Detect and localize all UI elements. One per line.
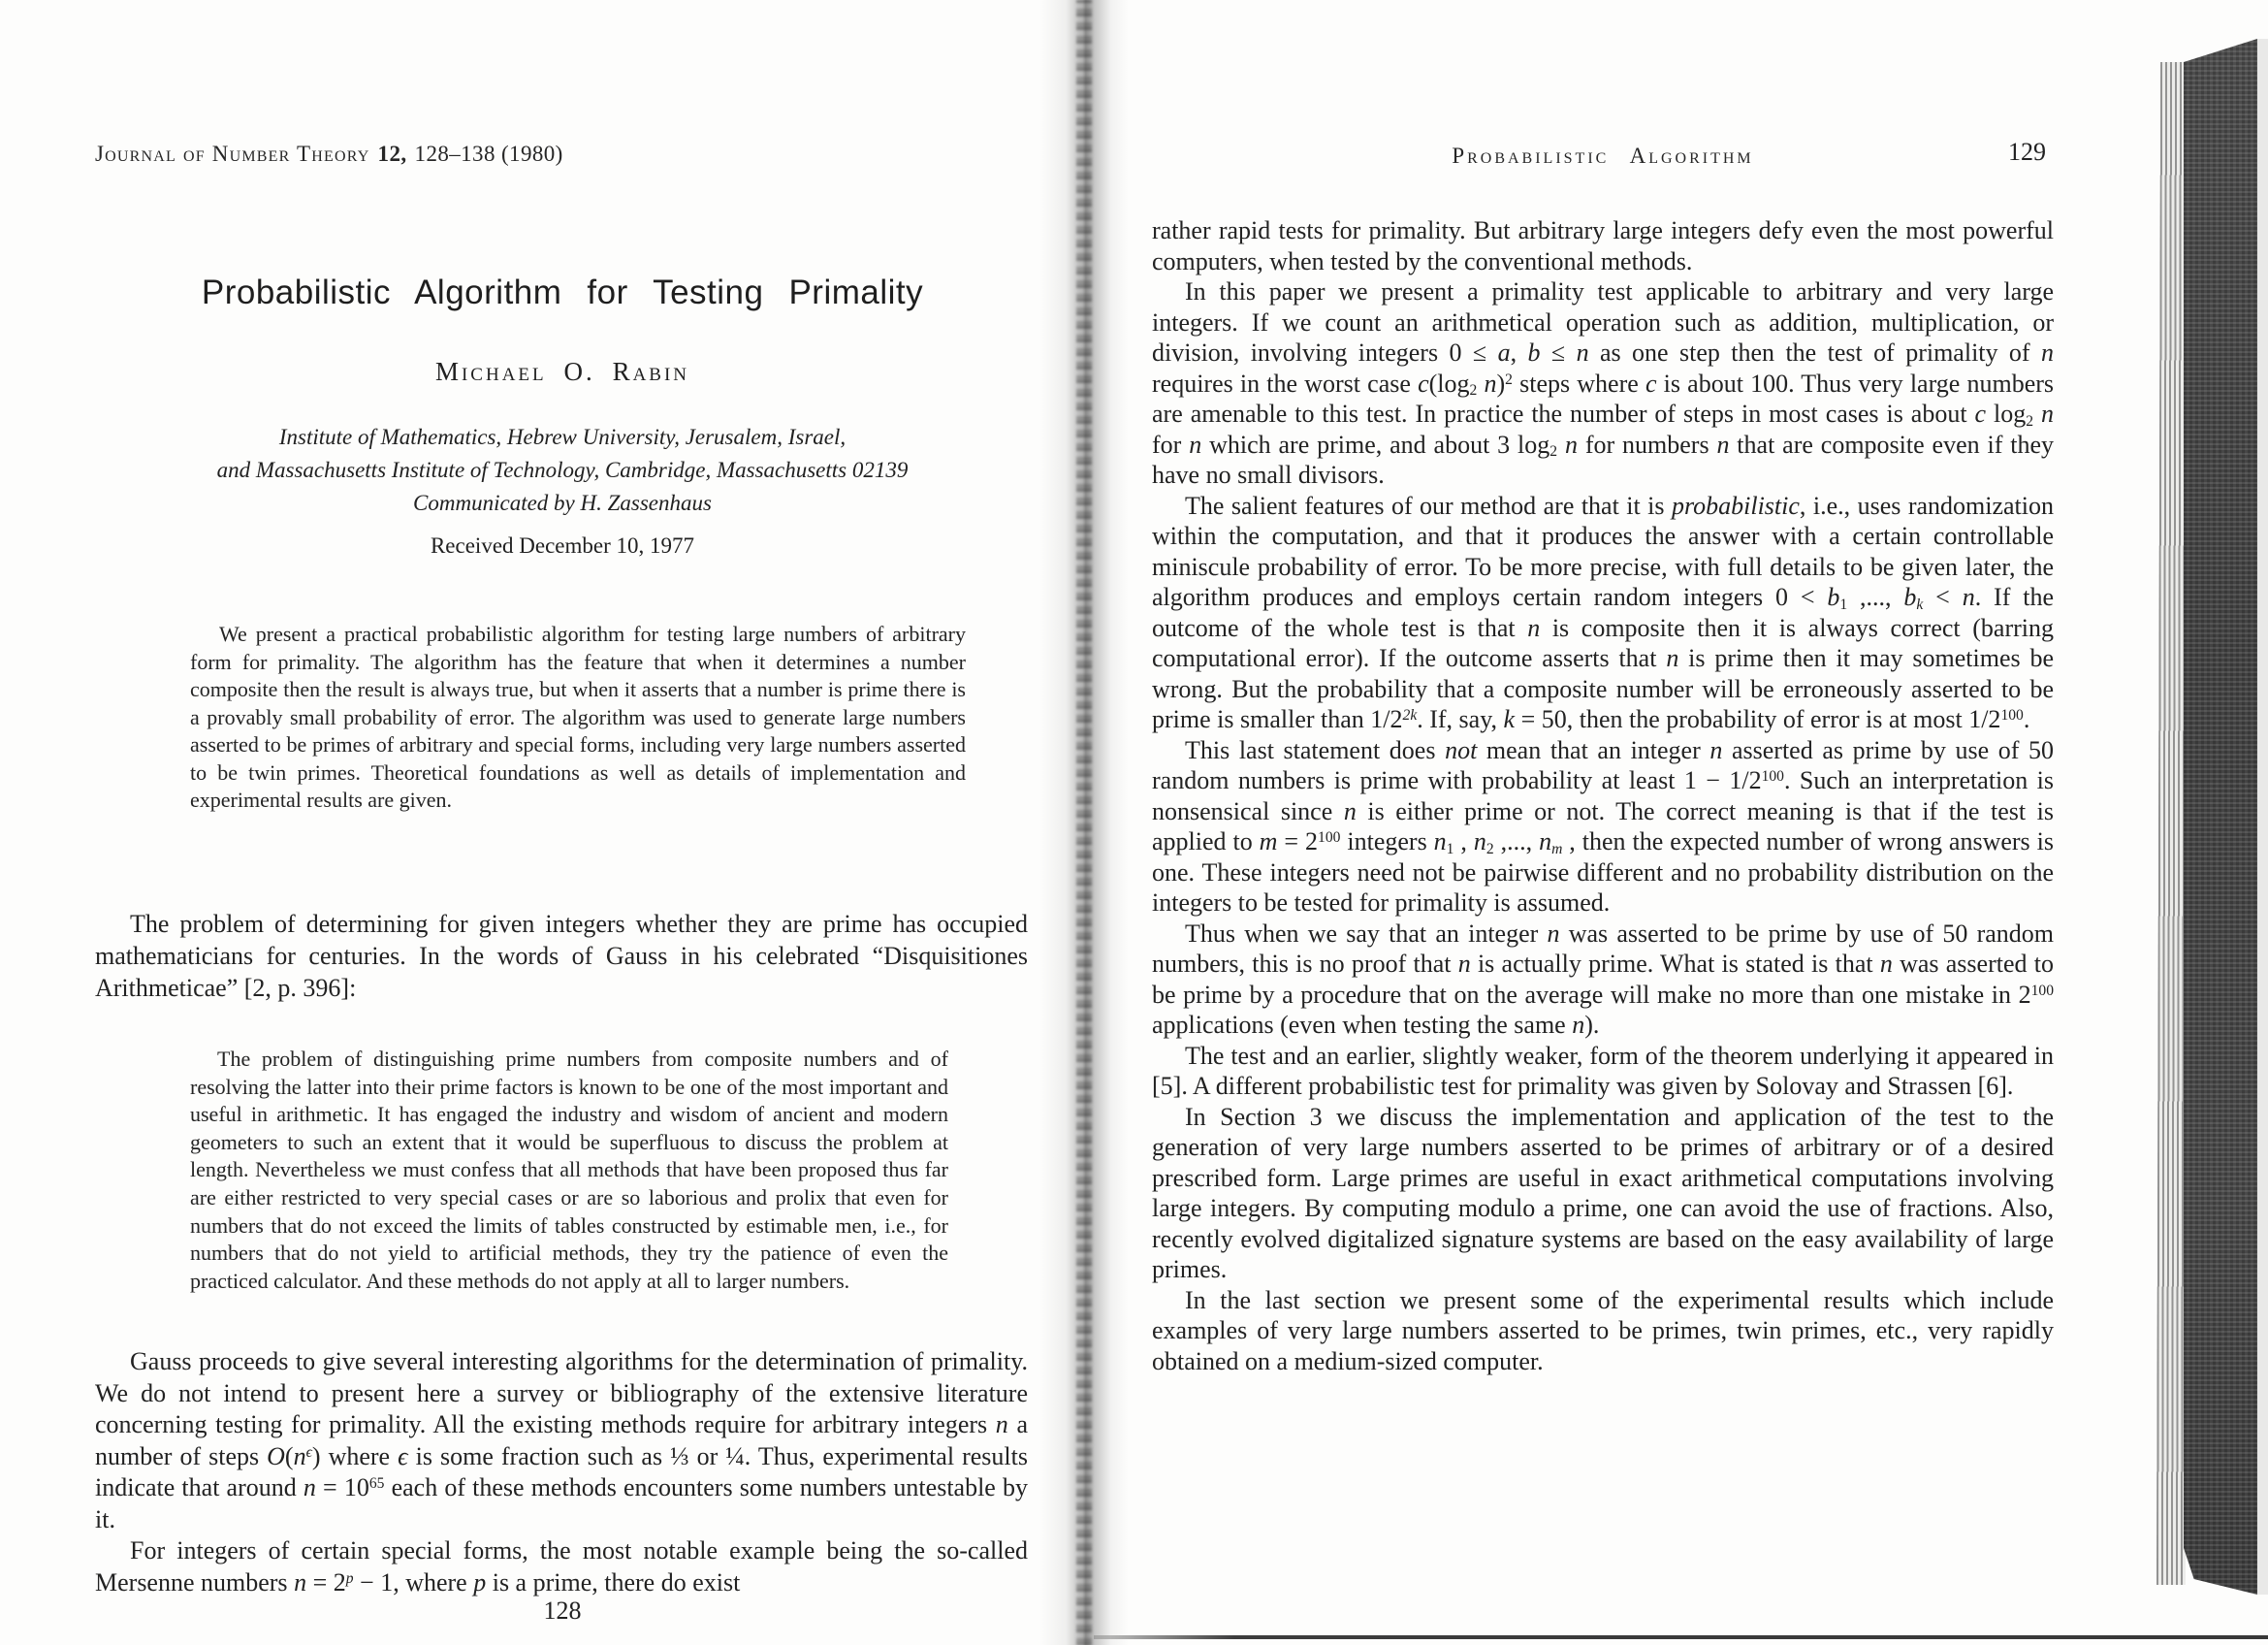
scan-edge-light	[2257, 39, 2268, 1595]
body-paragraph: Thus when we say that an integer n was asserted to be prime by use of 50 random numbers, this is no proof that n is actually prime. What is stated is that n was asserted to be prime by a procedure that on the average will make no more than one mistake in $2^{100}$ applications (even when testing the same n).	[1152, 919, 2054, 1039]
book-gutter-core	[1076, 0, 1092, 1645]
affiliation-line-2: and Massachusetts Institute of Technology, Cambridge, Massachusetts 02139	[216, 458, 909, 482]
body-paragraph: In the last section we present some of the experimental results which include examples of very large numbers asserted to be primes, twin primes, etc., very rapidly obtained on a medium-sized computer.	[1152, 1285, 2054, 1375]
body-paragraph-methods: Gauss proceeds to give several interesting algorithms for the determination of primality. We do not intend to present here a survey or bibliography of the extensive literature concerning testing for primality. All the existing methods require for arbitrary integers n a number of steps $O(n^\epsilon)$ where ϵ is some fraction such as ⅓ or ¼. Thus, experimental results indicate that around $n = 10^{65}$ each of these methods encounters some numbers untestable by it.	[95, 1347, 1028, 1533]
right-page-text	[1152, 215, 2054, 1376]
gauss-quote: The problem of distinguishing prime numbers from composite numbers and of resolving the latter into their prime factors is known to be one of the most important and useful in arithmetic. It has engaged the industry and wisdom of ancient and modern geometers to such an extent that it would be superfluous to discuss the problem at length. Nevertheless we must confess that all methods that have been proposed thus far are either restricted to very special cases or are so laborious and prolix that even for numbers that do not exceed the limits of tables constructed by estimable men, i.e., for numbers that do not yield to artificial methods, they try the patience of even the practiced calculator. And these methods do not apply at all to larger numbers.	[190, 1047, 948, 1293]
body-paragraph-mersenne: For integers of certain special forms, the most notable example being the so-called Mersenne numbers $n = 2^p - 1$, where p is a prime, there do exist	[95, 1536, 1028, 1597]
journal-header	[95, 142, 563, 167]
body-paragraph: In this paper we present a primality test applicable to arbitrary and very large integers. If we count an arithmetical operation such as addition, multiplication, or division, involving integers 0 ≤ a, b ≤ n as one step then the test of primality of n requires in the worst case $c(\log_2$ n)$^2$ steps where c is about 100. Thus very large numbers are amenable to this test. In practice the number of steps in most cases is about c $\log_2 n$ for n which are prime, and about 3 $\log_2 n$ for numbers n that are composite even if they have no small divisors.	[1152, 277, 2055, 489]
body-paragraph: rather rapid tests for primality. But arbitrary large integers defy even the most powerful computers, when tested by the conventional methods.	[1152, 216, 2054, 275]
scan-dark-band	[2184, 39, 2257, 1595]
running-head: Probabilistic Algorithm	[1452, 144, 1754, 168]
received-line: Received December 10, 1977	[430, 533, 695, 558]
author-name: Michael O. Rabin	[434, 357, 690, 386]
intro-paragraph: The problem of determining for given integers whether they are prime has occupied mathematicians for centuries. In the words of Gauss in his celebrated “Disquisitiones Arithmeticae” [2, p. 396]:	[95, 910, 1028, 1002]
journal-volume: 12,	[377, 142, 407, 166]
body-paragraph: In Section 3 we discuss the implementation and application of the test to the generation of very large numbers asserted to be primes of arbitrary or of a desired prescribed form. Large primes are useful in exact arithmetical computations involving large integers. By computing modulo a prime, one can avoid the use of fractions. Also, recently evolved digitalized signature systems are based on the easy availability of large primes.	[1152, 1102, 2054, 1283]
body-paragraph: The test and an earlier, slightly weaker, form of the theorem underlying it appeared in [5]. A different probabilistic test for primality was given by Solovay and Strassen [6].	[1152, 1041, 2054, 1100]
left-page-number: 128	[543, 1597, 582, 1625]
journal-name: Journal of Number Theory	[95, 142, 370, 166]
article-title: Probabilistic Algorithm for Testing Primality	[201, 274, 924, 311]
right-page-number: 129	[2008, 138, 2046, 166]
abstract: We present a practical probabilistic algorithm for testing large numbers of arbitrary form for primality. The algorithm has the feature that when it determines a number composite then the result is always true, but when it asserts that a number is prime there is a provably small probability of error. The algorithm was used to generate large numbers asserted to be primes of arbitrary and special forms, including very large numbers asserted to be twin primes. Theoretical foundations as well as details of implementation and experimental results are given.	[190, 622, 966, 812]
affiliation-line-1: Institute of Mathematics, Hebrew University, Jerusalem, Israel,	[278, 425, 847, 449]
intro-paragraph-block	[95, 908, 1028, 1004]
journal-issue-info: 128–138 (1980)	[414, 142, 563, 166]
body-paragraph: This last statement does not mean that an integer n asserted as prime by use of 50 random numbers is prime with probability at least $1 - 1/2^{100}$. Such an interpretation is nonsensical since n is either prime or not. The correct meaning is that if the test is applied to $m = 2^{100}$ integers $n_1$ , $n_2$ ,..., $n_m$ , then the expected number of wrong answers is one. These integers need not be pairwise different and no probability distribution on the integers to be tested for primality is assumed.	[1152, 735, 2055, 917]
communicated-line: Communicated by H. Zassenhaus	[413, 491, 712, 515]
left-lower-block	[95, 1346, 1028, 1598]
scan-bottom-edge	[1094, 1635, 2268, 1639]
body-paragraph: The salient features of our method are that it is probabilistic, i.e., uses randomization within the computation, and that it produces the answer with a certain controllable miniscule probability of error. To be more precise, with full details to be given later, the algorithm produces and employs certain random integers $0 < b_1$ ,..., $b_k < n$. If the outcome of the whole test is that n is composite then it is always correct (barring computational error). If the outcome asserts that n is prime then it may sometimes be wrong. But the probability that a composite number will be erroneously asserted to be prime is smaller than $1/2^{2k}$. If, say, k = 50, then the probability of error is at most $1/2^{100}$.	[1152, 491, 2055, 733]
